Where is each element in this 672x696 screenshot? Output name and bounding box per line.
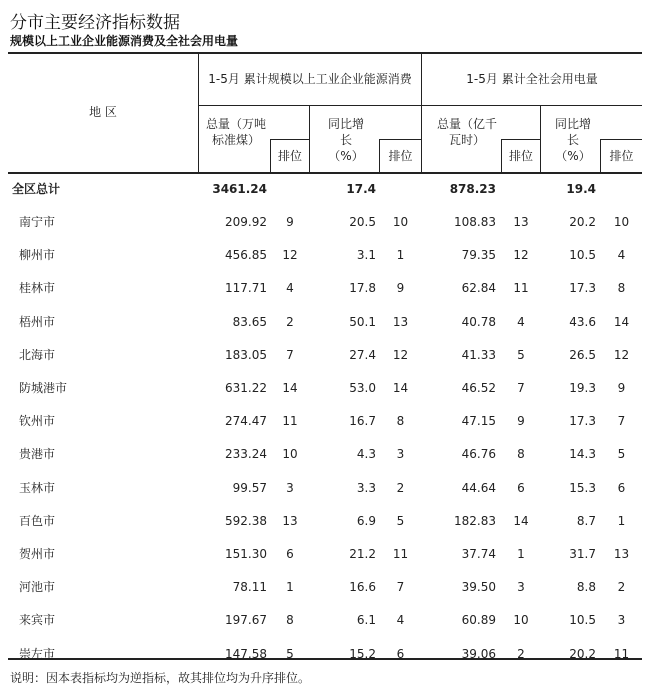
cell-power-growth-rank: 7	[617, 414, 626, 428]
cell-energy: 197.67	[225, 613, 267, 627]
cell-energy: 151.30	[225, 547, 267, 561]
cell-name: 来宾市	[19, 613, 56, 627]
header-group-power: 1-5月 累计全社会用电量	[466, 72, 598, 86]
cell-energy: 117.71	[225, 281, 267, 295]
cell-energy-growth: 21.2	[349, 547, 376, 561]
cell-energy-rank: 6	[286, 547, 294, 561]
summary-power: 878.23	[449, 182, 496, 196]
cell-power-growth: 17.3	[569, 414, 596, 428]
cell-power-rank: 2	[517, 647, 525, 661]
cell-power-rank: 11	[513, 281, 529, 295]
cell-power-rank: 9	[517, 414, 525, 428]
cell-power-growth-rank: 3	[617, 613, 626, 627]
cell-energy: 592.38	[225, 514, 267, 528]
cell-energy-growth: 3.3	[356, 481, 376, 495]
cell-power-growth-rank: 1	[617, 514, 626, 528]
cell-energy-growth-rank: 11	[392, 547, 409, 561]
cell-power-rank: 13	[513, 215, 529, 229]
cell-power: 44.64	[461, 481, 496, 495]
cell-power-growth: 20.2	[569, 647, 596, 661]
cell-power: 60.89	[461, 613, 496, 627]
group-divider-rule	[198, 105, 642, 106]
cell-power-growth: 31.7	[569, 547, 596, 561]
cell-power-growth-rank: 5	[617, 447, 626, 461]
cell-energy: 183.05	[225, 348, 267, 362]
cell-power-rank: 8	[517, 447, 525, 461]
table-top-rule	[8, 52, 642, 54]
cell-power: 41.33	[461, 348, 496, 362]
header-power-total: 总量（亿千瓦时）	[436, 117, 497, 147]
rank-hrule-3	[501, 139, 541, 140]
cell-power-growth: 20.2	[569, 215, 596, 229]
cell-power-growth: 8.7	[576, 514, 596, 528]
cell-power-rank: 7	[517, 381, 525, 395]
cell-energy-growth-rank: 13	[392, 315, 409, 329]
cell-energy-growth: 53.0	[349, 381, 376, 395]
cell-power-growth-rank: 10	[613, 215, 630, 229]
cell-energy-growth-rank: 14	[392, 381, 409, 395]
cell-power-growth-rank: 12	[613, 348, 630, 362]
cell-power: 108.83	[454, 215, 496, 229]
header-region: 地 区	[89, 105, 117, 119]
cell-energy-rank: 1	[286, 580, 294, 594]
cell-energy-rank: 11	[282, 414, 298, 428]
cell-energy: 78.11	[232, 580, 267, 594]
cell-name: 南宁市	[19, 215, 56, 229]
cell-name: 钦州市	[19, 414, 56, 428]
cell-power: 39.06	[461, 647, 496, 661]
cell-power-growth: 19.3	[569, 381, 596, 395]
cell-energy: 456.85	[225, 248, 267, 262]
cell-power-rank: 3	[517, 580, 525, 594]
cell-name: 崇左市	[19, 647, 56, 661]
cell-power-growth-rank: 4	[617, 248, 626, 262]
cell-energy-rank: 12	[282, 248, 298, 262]
cell-energy-growth: 3.1	[356, 248, 376, 262]
cell-power-rank: 14	[513, 514, 529, 528]
cell-energy-rank: 4	[286, 281, 294, 295]
cell-power-rank: 1	[517, 547, 525, 561]
cell-energy-growth: 6.9	[356, 514, 376, 528]
cell-energy-growth-rank: 4	[396, 613, 405, 627]
cell-power: 182.83	[454, 514, 496, 528]
header-energy-total: 总量（万吨标准煤）	[205, 117, 266, 147]
cell-name: 梧州市	[19, 315, 56, 329]
cell-energy-growth: 16.6	[349, 580, 376, 594]
cell-power-growth: 14.3	[569, 447, 596, 461]
cell-power-growth: 8.8	[576, 580, 596, 594]
summary-energy-growth: 17.4	[346, 182, 376, 196]
cell-energy-growth: 27.4	[349, 348, 376, 362]
cell-energy: 233.24	[225, 447, 267, 461]
cell-power: 79.35	[461, 248, 496, 262]
cell-name: 河池市	[19, 580, 56, 594]
cell-energy-growth-rank: 8	[396, 414, 405, 428]
cell-power: 62.84	[461, 281, 496, 295]
cell-name: 玉林市	[19, 481, 56, 495]
cell-energy-rank: 13	[282, 514, 298, 528]
cell-energy-growth-rank: 9	[396, 281, 405, 295]
cell-power: 46.52	[461, 381, 496, 395]
cell-power-growth-rank: 11	[613, 647, 630, 661]
cell-power-growth-rank: 14	[613, 315, 630, 329]
summary-power-growth: 19.4	[566, 182, 596, 196]
cell-energy-growth-rank: 1	[396, 248, 405, 262]
cell-energy: 274.47	[225, 414, 267, 428]
rank-hrule-2	[379, 139, 421, 140]
cell-energy-growth: 6.1	[356, 613, 376, 627]
cell-power-growth: 43.6	[569, 315, 596, 329]
cell-power: 37.74	[461, 547, 496, 561]
cell-energy: 631.22	[225, 381, 267, 395]
cell-energy-rank: 9	[286, 215, 294, 229]
summary-energy: 3461.24	[212, 182, 267, 196]
cell-energy-growth: 17.8	[349, 281, 376, 295]
cell-name: 贺州市	[19, 547, 56, 561]
cell-energy-growth-rank: 2	[396, 481, 405, 495]
footnote: 说明：因本表指标均为逆指标，故其排位均为升序排位。	[10, 671, 311, 685]
cell-name: 百色市	[19, 514, 56, 528]
cell-power-rank: 4	[517, 315, 525, 329]
cell-power-growth: 10.5	[569, 613, 596, 627]
cell-energy-growth-rank: 10	[392, 215, 409, 229]
header-energy-growth: 同比增长（%）	[327, 117, 364, 163]
cell-power: 46.76	[461, 447, 496, 461]
cell-energy-growth: 4.3	[356, 447, 376, 461]
page-title: 分市主要经济指标数据	[10, 13, 180, 33]
cell-energy-rank: 8	[286, 613, 294, 627]
cell-power-rank: 12	[513, 248, 529, 262]
cell-power: 47.15	[461, 414, 496, 428]
cell-power-growth-rank: 13	[613, 547, 630, 561]
cell-energy-rank: 3	[286, 481, 294, 495]
cell-energy-growth-rank: 6	[396, 647, 405, 661]
cell-power-rank: 10	[513, 613, 529, 627]
cell-power-growth-rank: 9	[617, 381, 626, 395]
cell-energy: 83.65	[232, 315, 267, 329]
cell-power-rank: 5	[517, 348, 525, 362]
cell-energy-rank: 7	[286, 348, 294, 362]
cell-energy-growth-rank: 7	[396, 580, 405, 594]
header-group-energy: 1-5月 累计规模以上工业企业能源消费	[208, 72, 412, 86]
rank-hrule-1	[270, 139, 310, 140]
cell-power-growth: 10.5	[569, 248, 596, 262]
cell-power: 39.50	[461, 580, 496, 594]
cell-energy-growth: 16.7	[349, 414, 376, 428]
cell-power-growth-rank: 2	[617, 580, 626, 594]
cell-energy: 147.58	[225, 647, 267, 661]
header-energy-rank: 排位	[277, 149, 302, 163]
cell-name: 贵港市	[19, 447, 56, 461]
header-power-growth: 同比增长（%）	[554, 117, 591, 163]
cell-energy: 99.57	[232, 481, 267, 495]
cell-energy: 209.92	[225, 215, 267, 229]
cell-power-growth-rank: 6	[617, 481, 626, 495]
header-power-rank: 排位	[508, 149, 533, 163]
cell-name: 防城港市	[19, 381, 68, 395]
cell-power-growth: 26.5	[569, 348, 596, 362]
header-energy-growth-rank: 排位	[388, 149, 413, 163]
cell-power-growth-rank: 8	[617, 281, 626, 295]
rank-hrule-4	[600, 139, 642, 140]
header-bottom-rule	[8, 172, 642, 174]
cell-energy-growth: 20.5	[349, 215, 376, 229]
cell-energy-growth-rank: 5	[396, 514, 405, 528]
cell-energy-growth-rank: 3	[396, 447, 405, 461]
cell-energy-growth: 50.1	[349, 315, 376, 329]
summary-name: 全区总计	[12, 182, 61, 196]
cell-energy-rank: 2	[286, 315, 294, 329]
cell-power: 40.78	[461, 315, 496, 329]
cell-energy-growth-rank: 12	[392, 348, 409, 362]
header-power-growth-rank: 排位	[609, 149, 634, 163]
cell-power-rank: 6	[517, 481, 525, 495]
cell-energy-rank: 10	[282, 447, 298, 461]
page-subtitle: 规模以上工业企业能源消费及全社会用电量	[10, 34, 239, 48]
cell-name: 柳州市	[19, 248, 56, 262]
cell-name: 桂林市	[19, 281, 56, 295]
cell-energy-rank: 14	[282, 381, 298, 395]
cell-power-growth: 15.3	[569, 481, 596, 495]
cell-energy-rank: 5	[286, 647, 294, 661]
cell-name: 北海市	[19, 348, 56, 362]
cell-energy-growth: 15.2	[349, 647, 376, 661]
cell-power-growth: 17.3	[569, 281, 596, 295]
